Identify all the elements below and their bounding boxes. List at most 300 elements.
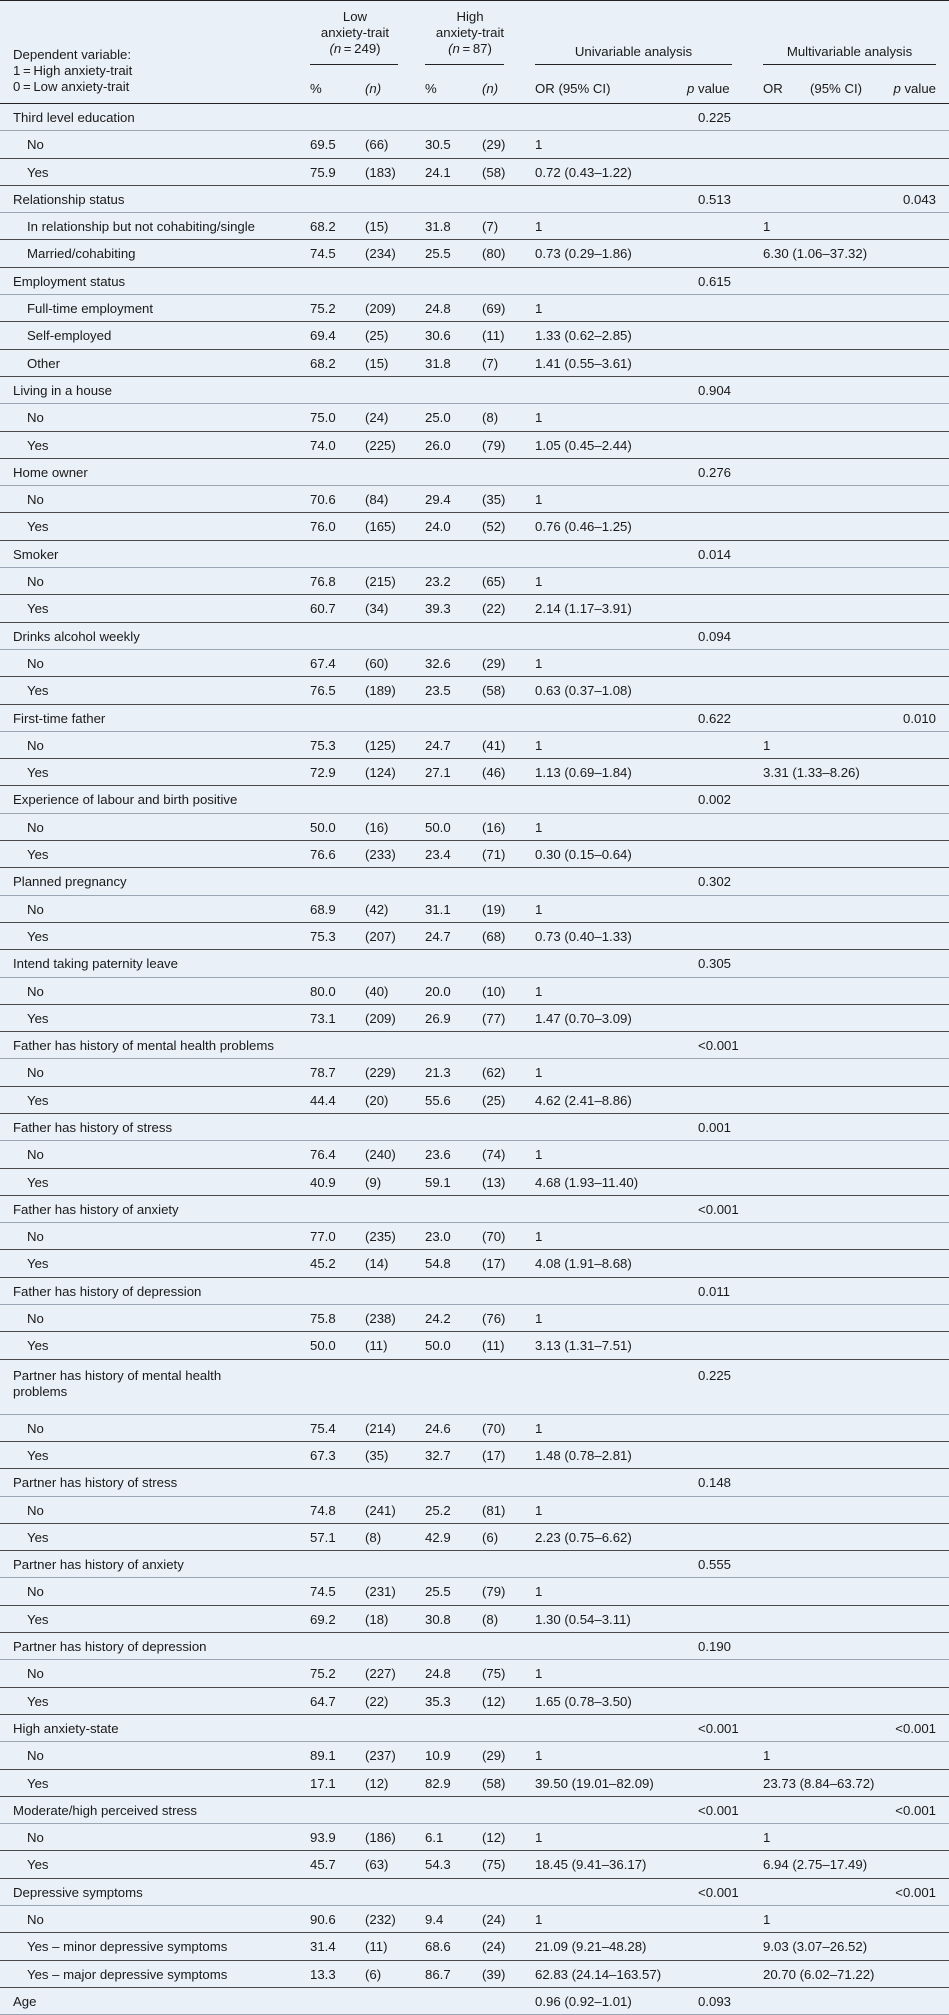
p-italic: p [687,81,695,96]
row-label: High anxiety-state [13,1720,119,1736]
low-n-cell: (183) [365,164,396,180]
low-n-cell: (24) [365,410,389,426]
low-n-cell: (12) [365,1775,389,1791]
univariable-or-ci-cell: 1 [535,1147,543,1163]
low-n-cell: (214) [365,1420,396,1436]
low-pct-cell: 69.5 [310,137,336,153]
dependent-variable-line-2: 1 = High anxiety-trait [13,63,133,78]
low-n-cell: (125) [365,737,396,753]
low-pct-cell: 68.2 [310,355,336,371]
univariable-p-value-cell: 0.305 [698,956,732,972]
table-category-row [0,1469,949,1496]
table-category-row [0,1633,949,1660]
high-pct-cell: 29.4 [425,492,451,508]
low-pct-cell: 75.9 [310,164,336,180]
multivariable-or-ci-cell: 3.31 (1.33–8.26) [763,765,860,781]
table-category-row [0,1032,949,1059]
table-row [0,240,949,267]
row-label: Yes – major depressive symptoms [27,1966,228,1982]
high-pct-cell: 26.9 [425,1010,451,1026]
high-n-cell: (81) [482,1502,506,1518]
low-n-cell: (207) [365,928,396,944]
high-pct-cell: 59.1 [425,1174,451,1190]
table-row [0,131,949,158]
table-row [0,896,949,923]
univariable-or-ci-cell: 1 [535,737,543,753]
table-category-row [0,1196,949,1223]
univariable-or-ci-cell: 0.30 (0.15–0.64) [535,847,632,863]
high-pct-cell: 86.7 [425,1966,451,1982]
high-n-cell: (11) [482,328,505,344]
table-row [0,1250,949,1277]
high-n-cell: (16) [482,819,506,835]
row-label: No [27,655,44,671]
univariable-p-value-cell: 0.190 [698,1639,732,1655]
low-n-cell: (18) [365,1611,389,1627]
univariable-or-ci-cell: 4.62 (2.41–8.86) [535,1092,632,1108]
row-label: Father has history of depression [13,1283,202,1299]
high-pct-cell: 32.6 [425,655,451,671]
high-pct-cell: 24.7 [425,928,451,944]
high-n-cell: (24) [482,1939,506,1955]
row-label: Yes [27,928,49,944]
row-label: Age [13,1993,37,2009]
row-label: Yes [27,1447,49,1463]
col-univariable-or-ci: OR (95% CI) [535,81,611,96]
table-row [0,1059,949,1086]
high-n-cell: (7) [482,219,499,235]
low-n-cell: (11) [365,1939,388,1955]
low-pct-cell: 13.3 [310,1966,336,1982]
univariable-or-ci-cell: 1 [535,1229,543,1245]
low-n-cell: (215) [365,574,396,590]
univariable-or-ci-cell: 1 [535,901,543,917]
table-row [0,404,949,431]
univariable-p-value-cell: <0.001 [698,1201,739,1217]
low-pct-cell: 44.4 [310,1092,336,1108]
high-n-cell: (17) [482,1447,506,1463]
high-pct-cell: 31.8 [425,219,451,235]
row-label: Intend taking paternity leave [13,956,178,972]
low-pct-cell: 78.7 [310,1065,336,1081]
low-pct-cell: 68.9 [310,901,336,917]
table-category-row [0,104,949,131]
low-n-cell: (189) [365,683,396,699]
table-row [0,1961,949,1988]
low-n-cell: (16) [365,819,389,835]
high-group-rule [425,64,504,65]
low-group-title-2: anxiety-trait [320,25,390,40]
row-label: Yes [27,1693,49,1709]
row-label: Smoker [13,546,59,562]
row-label: No [27,492,44,508]
row-label: Yes [27,765,49,781]
low-n-cell: (209) [365,1010,396,1026]
high-n-cell: (35) [482,492,506,508]
multivariable-or-ci-cell: 1 [763,219,771,235]
table-category-row [0,186,949,213]
table-row [0,1578,949,1605]
univariable-p-value-cell: <0.001 [698,1884,739,1900]
low-n-cell: (60) [365,655,389,671]
table-row [0,1497,949,1524]
row-label: Partner has history of stress [13,1475,178,1491]
table-row [0,159,949,186]
high-pct-cell: 23.2 [425,574,451,590]
high-pct-cell: 21.3 [425,1065,451,1081]
high-pct-cell: 20.0 [425,983,451,999]
low-pct-cell: 45.7 [310,1857,336,1873]
high-pct-cell: 25.2 [425,1502,451,1518]
univariable-or-ci-cell: 1 [535,1065,543,1081]
table-row [0,1141,949,1168]
low-n-cell: (240) [365,1147,396,1163]
table-category-row [0,1551,949,1578]
row-label: No [27,1065,44,1081]
high-n-cell: (11) [482,1338,505,1354]
p-value-word: value [900,81,936,96]
low-n-cell: (234) [365,246,396,262]
table-row [0,841,949,868]
row-label: Depressive symptoms [13,1884,143,1900]
multivariable-or-ci-cell: 1 [763,737,771,753]
high-n-cell: (69) [482,301,506,317]
row-label: No [27,1830,44,1846]
univariable-or-ci-cell: 1 [535,1748,543,1764]
col-low-n: (n) [365,81,382,96]
low-pct-cell: 75.2 [310,1666,336,1682]
multivariable-rule [763,64,936,65]
low-pct-cell: 40.9 [310,1174,336,1190]
low-n-cell: (9) [365,1174,382,1190]
row-label: Yes [27,1256,49,1272]
table-category-row [0,786,949,813]
univariable-or-ci-cell: 1 [535,1830,543,1846]
univariable-or-ci-cell: 0.96 (0.92–1.01) [535,1993,632,2009]
low-n-cell: (15) [365,219,389,235]
low-pct-cell: 75.2 [310,301,336,317]
low-n-cell: (238) [365,1311,396,1327]
col-high-pct: % [425,81,437,96]
row-label: Yes [27,1775,49,1791]
row-label: No [27,1502,44,1518]
univariable-or-ci-cell: 1 [535,492,543,508]
table-row [0,1442,949,1469]
low-n-cell: (6) [365,1966,382,1982]
multivariable-or-ci-cell: 1 [763,1748,771,1764]
univariable-or-ci-cell: 2.14 (1.17–3.91) [535,601,632,617]
univariable-p-value-cell: 0.011 [698,1283,731,1299]
univariable-or-ci-cell: 1 [535,1502,543,1518]
table-category-row [0,950,949,977]
univariable-or-ci-cell: 0.73 (0.29–1.86) [535,246,632,262]
high-n-cell: (12) [482,1830,506,1846]
multivariable-p-value-cell: <0.001 [895,1884,936,1900]
row-label: No [27,1311,44,1327]
table-row [0,978,949,1005]
univariable-p-value-cell: 0.093 [698,1993,732,2009]
univariable-or-ci-cell: 1 [535,1666,543,1682]
low-pct-cell: 74.0 [310,437,336,453]
univariable-or-ci-cell: 1 [535,819,543,835]
row-label: Partner has history of depression [13,1639,207,1655]
univariable-or-ci-cell: 21.09 (9.21–48.28) [535,1939,647,1955]
high-pct-cell: 35.3 [425,1693,451,1709]
table-row [0,1770,949,1797]
row-label: Full-time employment [27,301,154,317]
row-label: No [27,983,44,999]
low-n-cell: (34) [365,601,389,617]
table-row [0,1332,949,1359]
high-n-cell: (8) [482,410,499,426]
high-n-cell: (70) [482,1229,506,1245]
table-body [0,104,949,2015]
table-row [0,513,949,540]
multivariable-or-ci-cell: 20.70 (6.02–71.22) [763,1966,875,1982]
high-pct-cell: 55.6 [425,1092,451,1108]
row-label: Yes – minor depressive symptoms [27,1939,228,1955]
low-pct-cell: 74.8 [310,1502,336,1518]
high-n-cell: (25) [482,1092,506,1108]
multivariable-or-ci-cell: 1 [763,1912,771,1927]
col-multivariable-p-value [893,81,936,97]
multivariable-p-value-cell: <0.001 [895,1802,936,1818]
high-n-cell: (58) [482,683,506,699]
row-label: Yes [27,847,49,863]
table-header [0,0,949,104]
high-pct-cell: 26.0 [425,437,451,453]
low-group-title-1: Low [342,9,368,24]
univariable-or-ci-cell: 0.63 (0.37–1.08) [535,683,632,699]
univariable-or-ci-cell: 2.23 (0.75–6.62) [535,1529,632,1545]
univariable-p-value-cell: 0.513 [698,191,732,207]
univariable-or-ci-cell: 1 [535,219,543,235]
multivariable-p-value-cell: <0.001 [895,1720,936,1736]
table-row [0,1087,949,1114]
univariable-or-ci-cell: 1 [535,983,543,999]
high-pct-cell: 24.1 [425,164,451,180]
p-italic: p [893,81,901,96]
row-label: No [27,737,44,753]
table-row [0,1906,949,1933]
high-pct-cell: 50.0 [425,1338,451,1354]
multivariable-p-value-cell: 0.043 [902,191,936,207]
high-group-n [415,41,525,57]
univariable-or-ci-cell: 62.83 (24.14–163.57) [535,1966,662,1982]
univariable-rule [535,64,732,65]
row-label: No [27,1584,44,1600]
low-pct-cell: 67.4 [310,655,336,671]
high-n-cell: (58) [482,164,506,180]
row-label: Father has history of anxiety [13,1201,179,1217]
high-n-cell: (75) [482,1666,506,1682]
multivariable-or-ci-cell: 6.30 (1.06–37.32) [763,246,868,262]
high-pct-cell: 23.4 [425,847,451,863]
high-pct-cell: 24.8 [425,1666,451,1682]
high-n-cell: (6) [482,1529,499,1545]
high-pct-cell: 68.6 [425,1939,451,1955]
high-n-cell: (70) [482,1420,506,1436]
low-n-cell: (227) [365,1666,396,1682]
univariable-p-value-cell: <0.001 [698,1038,739,1054]
high-pct-cell: 54.8 [425,1256,451,1272]
row-label: Other [27,355,60,371]
table-row [0,322,949,349]
high-n-cell: (10) [482,983,506,999]
row-label: Planned pregnancy [13,874,127,890]
row-label: Yes [27,164,49,180]
univariable-or-ci-cell: 1.05 (0.45–2.44) [535,437,632,453]
row-label: Yes [27,519,49,535]
table-category-row [0,1114,949,1141]
univariable-p-value-cell: 0.276 [698,464,732,480]
univariable-or-ci-cell: 1 [535,1584,543,1600]
low-pct-cell: 93.9 [310,1830,336,1846]
multivariable-or-ci-cell: 1 [763,1830,771,1846]
low-pct-cell: 17.1 [310,1775,336,1791]
high-n-cell: (19) [482,901,506,917]
univariable-p-value-cell: 0.148 [698,1475,732,1491]
low-n-cell: (84) [365,492,389,508]
low-pct-cell: 72.9 [310,765,336,781]
table-row [0,759,949,786]
low-n-cell: (241) [365,1502,396,1518]
row-label: First-time father [13,710,106,726]
low-n-cell: (235) [365,1229,396,1245]
low-pct-cell: 77.0 [310,1229,336,1245]
high-pct-cell: 82.9 [425,1775,451,1791]
low-n-cell: (231) [365,1584,396,1600]
row-label: No [27,1420,44,1436]
low-pct-cell: 31.4 [310,1939,336,1955]
univariable-or-ci-cell: 1 [535,1912,543,1927]
table-row [0,1824,949,1851]
col-low-pct: % [310,81,322,96]
univariable-or-ci-cell: 1 [535,301,543,317]
table-row [0,350,949,377]
low-n-cell: (11) [365,1338,388,1354]
low-n-cell: (124) [365,765,396,781]
univariable-p-value-cell: 0.094 [698,628,732,644]
univariable-p-value-cell: 0.302 [698,874,732,890]
low-pct-cell: 73.1 [310,1010,336,1026]
low-pct-cell: 45.2 [310,1256,336,1272]
row-label: Yes [27,1338,49,1354]
univariable-p-value-cell: <0.001 [698,1720,739,1736]
low-pct-cell: 68.2 [310,219,336,235]
univariable-or-ci-cell: 1.33 (0.62–2.85) [535,328,632,344]
row-label: In relationship but not cohabiting/single [27,219,256,235]
high-n-cell: (29) [482,655,506,671]
low-pct-cell: 75.8 [310,1311,336,1327]
high-pct-cell: 25.5 [425,1584,451,1600]
high-group-n-prefix: (n [448,41,460,56]
high-n-cell: (75) [482,1857,506,1873]
high-pct-cell: 32.7 [425,1447,451,1463]
high-group-n-suffix: = 87) [459,41,492,56]
high-n-cell: (74) [482,1147,506,1163]
table-row [0,595,949,622]
row-label: Employment status [13,273,126,289]
table-row [0,1169,949,1196]
p-value-word: value [694,81,730,96]
row-label: No [27,137,44,153]
table-category-row [0,623,949,650]
univariable-or-ci-cell: 39.50 (19.01–82.09) [535,1775,654,1791]
low-n-cell: (15) [365,355,389,371]
univariable-or-ci-cell: 3.13 (1.31–7.51) [535,1338,632,1354]
high-n-cell: (71) [482,847,506,863]
row-label: No [27,1912,44,1927]
univariable-p-value-cell: 0.555 [698,1557,732,1573]
table-row [0,1524,949,1551]
high-n-cell: (65) [482,574,506,590]
low-pct-cell: 50.0 [310,1338,336,1354]
row-label: Father has history of stress [13,1119,173,1135]
table-row [0,1606,949,1633]
univariable-p-value-cell: 0.002 [698,792,732,808]
univariable-or-ci-cell: 18.45 (9.41–36.17) [535,1857,647,1873]
table-category-row [0,459,949,486]
high-pct-cell: 30.6 [425,328,451,344]
high-pct-cell: 39.3 [425,601,451,617]
high-n-cell: (29) [482,137,506,153]
col-multivariable-or: OR [763,81,783,96]
high-pct-cell: 23.5 [425,683,451,699]
univariable-p-value-cell: 0.014 [698,546,732,562]
low-pct-cell: 75.3 [310,928,336,944]
table-category-row [0,1715,949,1742]
low-pct-cell: 76.5 [310,683,336,699]
low-pct-cell: 74.5 [310,1584,336,1600]
row-label: Living in a house [13,382,112,398]
univariable-or-ci-cell: 1 [535,1420,543,1436]
high-pct-cell: 54.3 [425,1857,451,1873]
high-pct-cell: 9.4 [425,1912,444,1927]
high-n-cell: (41) [482,737,506,753]
high-pct-cell: 24.2 [425,1311,451,1327]
row-label: No [27,1666,44,1682]
high-pct-cell: 50.0 [425,819,451,835]
univariable-p-value-cell: 0.622 [698,710,732,726]
row-label: No [27,1748,44,1764]
low-n-cell: (66) [365,137,389,153]
row-label: Experience of labour and birth positive [13,792,238,808]
low-pct-cell: 75.0 [310,410,336,426]
col-multivariable-ci: (95% CI) [810,81,863,96]
low-n-cell: (233) [365,847,396,863]
multivariable-p-value-cell: 0.010 [902,710,936,726]
high-group-title-2: anxiety-trait [435,25,505,40]
row-label: Self-employed [27,328,112,344]
dependent-variable-line-1: Dependent variable: [13,47,132,62]
row-label: Yes [27,437,49,453]
univariable-p-value-cell: 0.904 [698,382,732,398]
low-pct-cell: 67.3 [310,1447,336,1463]
univariable-or-ci-cell: 1.13 (0.69–1.84) [535,765,632,781]
univariable-p-value-cell: 0.001 [698,1119,732,1135]
univariable-or-ci-cell: 1.41 (0.55–3.61) [535,355,632,371]
row-label: Third level education [13,110,135,125]
low-n-cell: (225) [365,437,396,453]
high-n-cell: (80) [482,246,506,262]
high-n-cell: (76) [482,1311,506,1327]
high-pct-cell: 27.1 [425,765,451,781]
low-n-cell: (165) [365,519,396,535]
row-label: Yes [27,1174,49,1190]
high-pct-cell: 25.0 [425,410,451,426]
univariable-or-ci-cell: 1 [535,1311,543,1327]
